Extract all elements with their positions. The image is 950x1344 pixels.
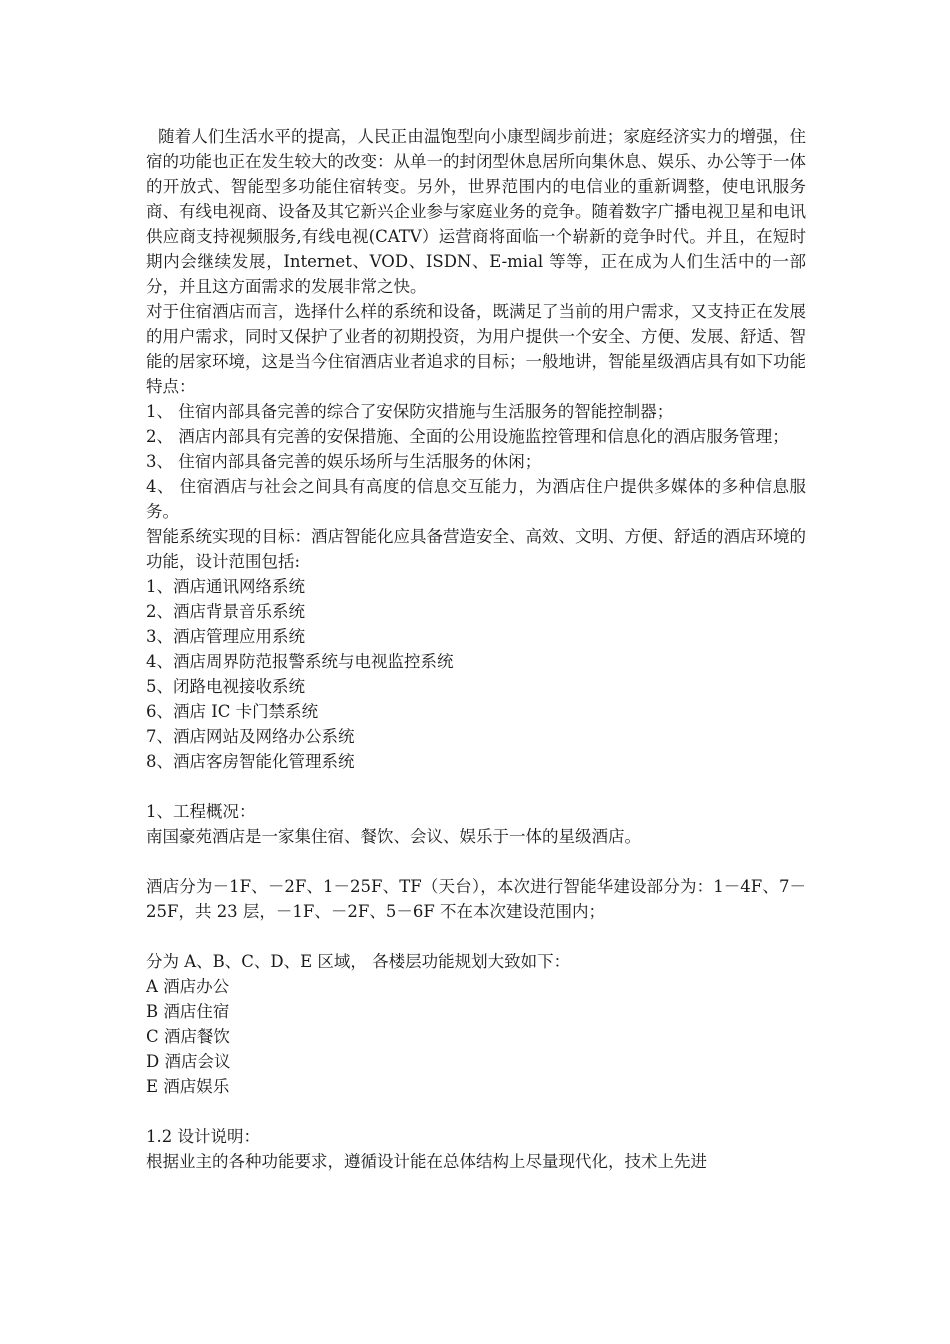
zone-item: D 酒店会议 <box>146 1052 231 1071</box>
system-item: 7、酒店网站及网络办公系统 <box>146 727 355 746</box>
overview-text: 南国豪苑酒店是一家集住宿、餐饮、会议、娱乐于一体的星级酒店。 <box>146 827 641 846</box>
feature-item: 1、 住宿内部具备完善的综合了安保防灾措施与生活服务的智能控制器； <box>146 402 674 421</box>
floors-text: 酒店分为－1F、－2F、1－25F、TF（天台），本次进行智能华建设部分为：1－4F、7－25F，共 23 层，－1F、－2F、5－6F 不在本次建设范围内； <box>146 877 806 921</box>
zone-item: B 酒店住宿 <box>146 1002 230 1021</box>
zones-text: 分为 A、B、C、D、E 区域， 各楼层功能规划大致如下： <box>146 952 571 971</box>
system-item: 3、酒店管理应用系统 <box>146 627 305 646</box>
spacer <box>146 924 806 949</box>
spacer <box>146 1099 806 1124</box>
zone-item: E 酒店娱乐 <box>146 1077 230 1096</box>
system-item: 6、酒店 IC 卡门禁系统 <box>146 702 319 721</box>
spacer <box>146 849 806 874</box>
overview-heading: 1、工程概况： <box>146 802 256 821</box>
system-item: 5、闭路电视接收系统 <box>146 677 305 696</box>
feature-item: 2、 酒店内部具有完善的安保措施、全面的公用设施监控管理和信息化的酒店服务管理； <box>146 427 789 446</box>
design-text: 根据业主的各种功能要求，遵循设计能在总体结构上尽量现代化，技术上先进 <box>146 1152 707 1171</box>
goal-paragraph: 智能系统实现的目标：酒店智能化应具备营造安全、高效、文明、方便、舒适的酒店环境的功能，设计范围包括: <box>146 527 806 571</box>
feature-item: 4、 住宿酒店与社会之间具有高度的信息交互能力，为酒店住户提供多媒体的多种信息服务。 <box>146 477 806 521</box>
system-item: 8、酒店客房智能化管理系统 <box>146 752 355 771</box>
design-heading: 1.2 设计说明： <box>146 1127 260 1146</box>
zone-item: A 酒店办公 <box>146 977 230 996</box>
hotel-paragraph: 对于住宿酒店而言，选择什么样的系统和设备，既满足了当前的用户需求，又支持正在发展的用户需求，同时又保护了业者的初期投资，为用户提供一个安全、方便、发展、舒适、智能的居家环境，这是当今住宿酒店业者追求的目标；一般地讲，智能星级酒店具有如下功能特点： <box>146 302 806 396</box>
zone-item: C 酒店餐饮 <box>146 1027 230 1046</box>
document-page <box>146 124 806 1174</box>
system-item: 2、酒店背景音乐系统 <box>146 602 305 621</box>
system-item: 1、酒店通讯网络系统 <box>146 577 305 596</box>
intro-paragraph: 随着人们生活水平的提高，人民正由温饱型向小康型阔步前进；家庭经济实力的增强，住宿的功能也正在发生较大的改变：从单一的封闭型休息居所向集休息、娱乐、办公等于一体的开放式、智能型多功能住宿转变。另外，世界范围内的电信业的重新调整，使电讯服务商、有线电视商、设备及其它新兴企业参与家庭业务的竞争。随着数字广播电视卫星和电讯供应商支持视频服务,有线电视(CATV）运营商将面临一个崭新的竞争时代。并且，在短时期内会继续发展，Internet、VOD、ISDN、E-mial 等等，正在成为人们生活中的一部分，并且这方面需求的发展非常之快。 <box>146 127 806 296</box>
spacer <box>146 774 806 799</box>
feature-item: 3、 住宿内部具备完善的娱乐场所与生活服务的休闲； <box>146 452 542 471</box>
system-item: 4、酒店周界防范报警系统与电视监控系统 <box>146 652 454 671</box>
